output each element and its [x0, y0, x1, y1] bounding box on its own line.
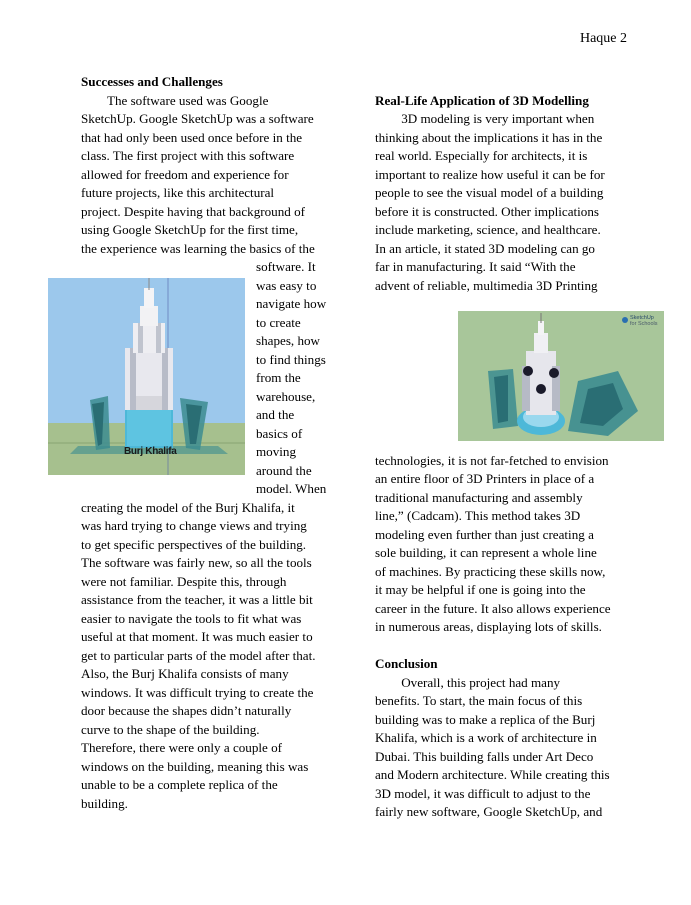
- text-line: 3D model, it was difficult to adjust to the: [375, 785, 591, 801]
- text-line: and Modern architecture. While creating this: [375, 767, 610, 782]
- text-line: easier to navigate the tools to fit what was: [81, 610, 302, 626]
- text-line: was easy to: [256, 277, 317, 293]
- text-line: important to realize how useful it can be for: [375, 166, 605, 182]
- text-line: Khalifa, which is a work of architecture in: [375, 730, 597, 745]
- text-line: SketchUp. Google SketchUp was a software: [81, 111, 314, 126]
- text-line: The software used was Google: [81, 92, 269, 108]
- sketchup-model-image: [458, 311, 664, 441]
- section-heading-conclusion: Conclusion: [375, 656, 438, 671]
- text-line: was hard trying to change views and trying: [81, 518, 307, 533]
- text-line: warehouse,: [256, 388, 316, 404]
- text-line: The software was fairly new, so all the tools: [81, 555, 312, 570]
- text-line: advent of reliable, multimedia 3D Printing: [375, 277, 598, 293]
- text-line: Also, the Burj Khalifa consists of many: [81, 666, 289, 681]
- text-line: future projects, like this architectural: [81, 185, 275, 200]
- text-line: navigate how: [256, 296, 327, 311]
- text-line: 3D modeling is very important when: [375, 111, 595, 126]
- text-line: to get specific perspectives of the building.: [81, 536, 307, 552]
- text-line: useful at that moment. It was much easier to: [81, 629, 313, 644]
- text-line: unable to be a complete replica of the: [81, 777, 278, 792]
- text-line: real world. Especially for architects, it is: [375, 148, 588, 163]
- text-line: of machines. By practicing these skills now,: [375, 563, 606, 579]
- text-line: using Google SketchUp for the first time,: [81, 222, 299, 237]
- text-line: people to see the visual model of a building: [375, 185, 604, 200]
- burj-khalifa-model-image: [48, 278, 245, 475]
- text-line: it may be helpful if one is going into the: [375, 582, 586, 597]
- sketchup-logo: [630, 315, 658, 327]
- text-line: model. When: [256, 481, 327, 496]
- text-line: door because the shapes didn’t naturally: [81, 703, 292, 718]
- text-line: line,” (Cadcam). This method takes 3D: [375, 508, 581, 523]
- text-line: before it is constructed. Other implications: [375, 203, 599, 219]
- text-line: fairly new software, Google SketchUp, and: [375, 804, 603, 819]
- text-line: an entire floor of 3D Printers in place of a: [375, 471, 595, 486]
- text-line: moving: [256, 444, 297, 459]
- image-caption: Burj Khalifa: [124, 446, 177, 457]
- text-line: modeling even further than just creating a: [375, 526, 594, 542]
- text-line: benefits. To start, the main focus of this: [375, 693, 583, 708]
- text-line: that had only been used once before in the: [81, 129, 303, 145]
- text-line: in numerous areas, displaying lots of skills.: [375, 619, 602, 634]
- text-line: windows. It was difficult trying to create the: [81, 684, 314, 700]
- text-line: project. Despite having that background of: [81, 203, 305, 219]
- section-heading-real-life: Real-Life Application of 3D Modelling: [375, 92, 589, 108]
- page-header: Haque 2: [579, 31, 627, 46]
- text-line: Overall, this project had many: [375, 674, 561, 690]
- logo-line-1: SketchUp: [630, 315, 654, 321]
- text-line: basics of: [256, 425, 303, 441]
- text-line: In an article, it stated 3D modeling can go: [375, 240, 595, 256]
- text-line: building was to make a replica of the Burj: [375, 711, 596, 727]
- text-line: traditional manufacturing and assembly: [375, 489, 583, 505]
- text-line: to create: [256, 314, 301, 330]
- text-line: software. It: [256, 259, 316, 274]
- text-line: windows on the building, meaning this was: [81, 758, 309, 774]
- text-line: get to particular parts of the model after that.: [81, 647, 316, 663]
- text-line: far in manufacturing. It said “With the: [375, 259, 576, 274]
- text-line: from the: [256, 370, 301, 385]
- text-line: technologies, it is not far-fetched to envision: [375, 452, 609, 468]
- text-line: Therefore, there were only a couple of: [81, 740, 283, 755]
- text-line: curve to the shape of the building.: [81, 721, 260, 737]
- text-line: were not familiar. Despite this, through: [81, 573, 287, 589]
- text-line: building.: [81, 795, 128, 811]
- text-line: include marketing, science, and healthcare.: [375, 222, 601, 237]
- text-line: career in the future. It also allows experience: [375, 600, 611, 616]
- text-line: to find things: [256, 351, 326, 367]
- text-line: Dubai. This building falls under Art Deco: [375, 748, 594, 764]
- text-line: assistance from the teacher, it was a little bit: [81, 592, 313, 607]
- text-line: sole building, it can represent a whole line: [375, 545, 597, 560]
- text-line: allowed for freedom and experience for: [81, 166, 289, 182]
- text-line: the experience was learning the basics of the: [81, 240, 315, 256]
- logo-line-2: for Schools: [630, 321, 658, 327]
- section-heading-successes: Successes and Challenges: [81, 74, 223, 89]
- text-line: around the: [256, 462, 312, 478]
- text-line: and the: [256, 407, 295, 422]
- text-line: creating the model of the Burj Khalifa, it: [81, 499, 295, 515]
- text-line: thinking about the implications it has in the: [375, 129, 603, 145]
- text-line: shapes, how: [256, 333, 321, 348]
- text-line: class. The first project with this software: [81, 148, 295, 163]
